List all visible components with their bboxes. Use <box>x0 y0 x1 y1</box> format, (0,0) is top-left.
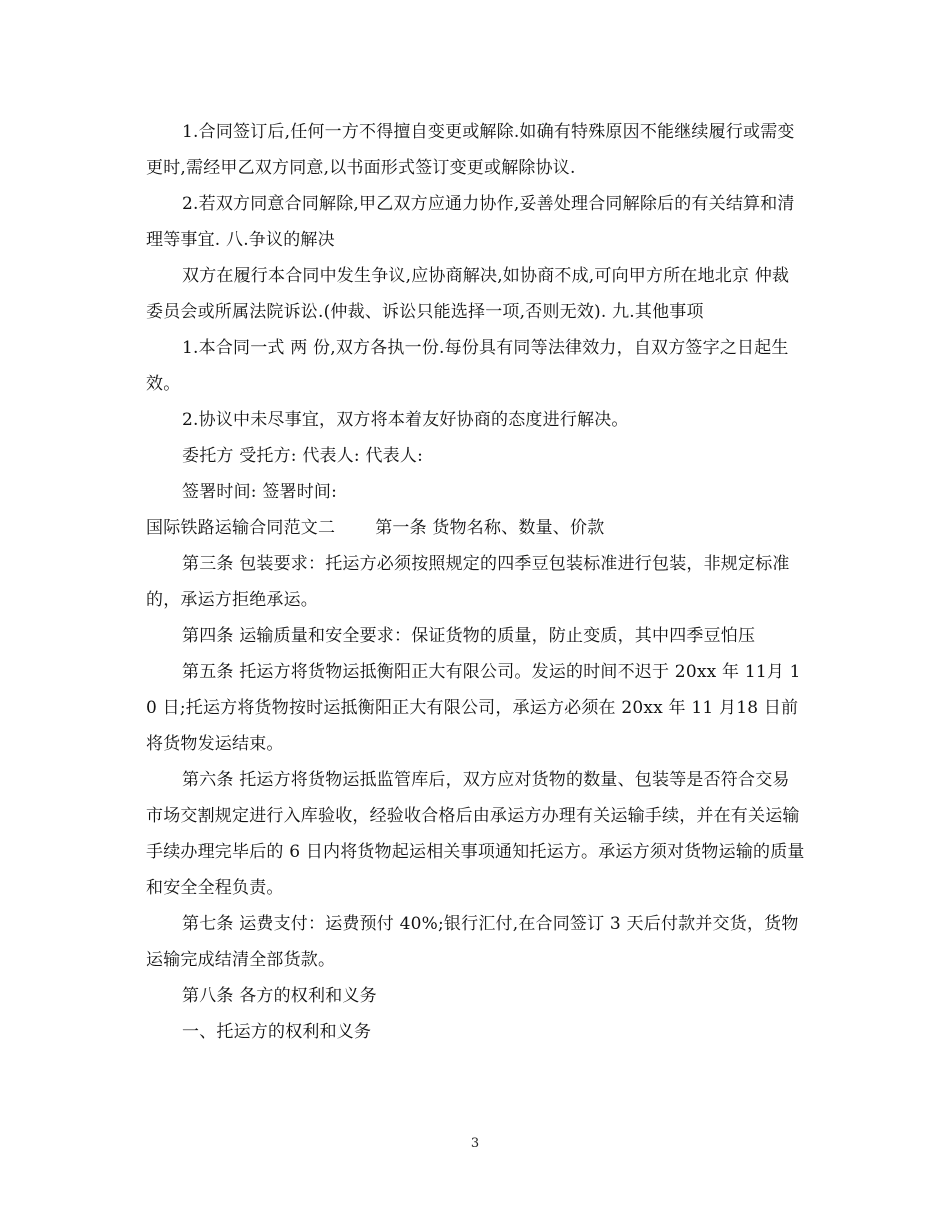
paragraph-article-four: 第四条 运输质量和安全要求：保证货物的质量，防止变质，其中四季豆怕压 <box>182 626 756 646</box>
article-one-heading: 第一条 货物名称、数量、价款 <box>375 518 605 538</box>
paragraph-contract-change: 1.合同签订后,任何一方不得擅自变更或解除.如确有特殊原因不能继续履行或需变更时,需经甲乙双方同意,以书面形式签订变更或解除协议. <box>146 122 795 178</box>
paragraph-dispute-resolution: 双方在履行本合同中发生争议,应协商解决,如协商不成,可向甲方所在地北京 仲裁委员会或所属法院诉讼.(仲裁、诉讼只能选择一项,否则无效). 九.其他事项 <box>146 266 790 322</box>
paragraph-copies-effect: 1.本合同一式 两 份,双方各执一份.每份具有同等法律效力，自双方签字之日起生效。 <box>146 338 789 394</box>
paragraph-article-seven: 第七条 运费支付：运费预付 40%;银行汇付,在合同签订 3 天后付款并交货，货物运输完成结清全部货款。 <box>146 914 799 970</box>
document-body <box>146 114 806 1050</box>
paragraph-parties-representatives: 委托方 受托方: 代表人: 代表人: <box>182 446 423 466</box>
paragraph-contract-termination: 2.若双方同意合同解除,甲乙双方应通力协作,妥善处理合同解除后的有关结算和清理等事宜. 八.争议的解决 <box>146 194 795 250</box>
paragraph-article-eight: 第八条 各方的权利和义务 <box>182 986 377 1006</box>
page-number: 3 <box>470 1136 480 1151</box>
contract-sample-title: 国际铁路运输合同范文二 <box>146 518 336 538</box>
paragraph-signing-time: 签署时间: 签署时间: <box>182 482 338 502</box>
paragraph-section-title-line <box>146 510 806 546</box>
paragraph-article-six: 第六条 托运方将货物运抵监管库后，双方应对货物的数量、包装等是否符合交易市场交割规定进行入库验收，经验收合格后由承运方办理有关运输手续，并在有关运输手续办理完毕后的 6 日内将货物起运相关事项通知托运方。承运方须对货物运输的质量和安全全程负责。 <box>146 770 805 898</box>
paragraph-article-three: 第三条 包装要求：托运方必须按照规定的四季豆包装标准进行包装，非规定标准的，承运方拒绝承运。 <box>146 554 790 610</box>
paragraph-unresolved-matters: 2.协议中未尽事宜，双方将本着友好协商的态度进行解决。 <box>182 410 629 430</box>
paragraph-shipper-rights: 一、托运方的权利和义务 <box>182 1022 372 1042</box>
paragraph-article-five: 第五条 托运方将货物运抵衡阳正大有限公司。发运的时间不迟于 20xx 年 11月 10 日;托运方将货物按时运抵衡阳正大有限公司，承运方必须在 20xx 年 11 月18 日前将货物发运结束。 <box>146 662 801 754</box>
